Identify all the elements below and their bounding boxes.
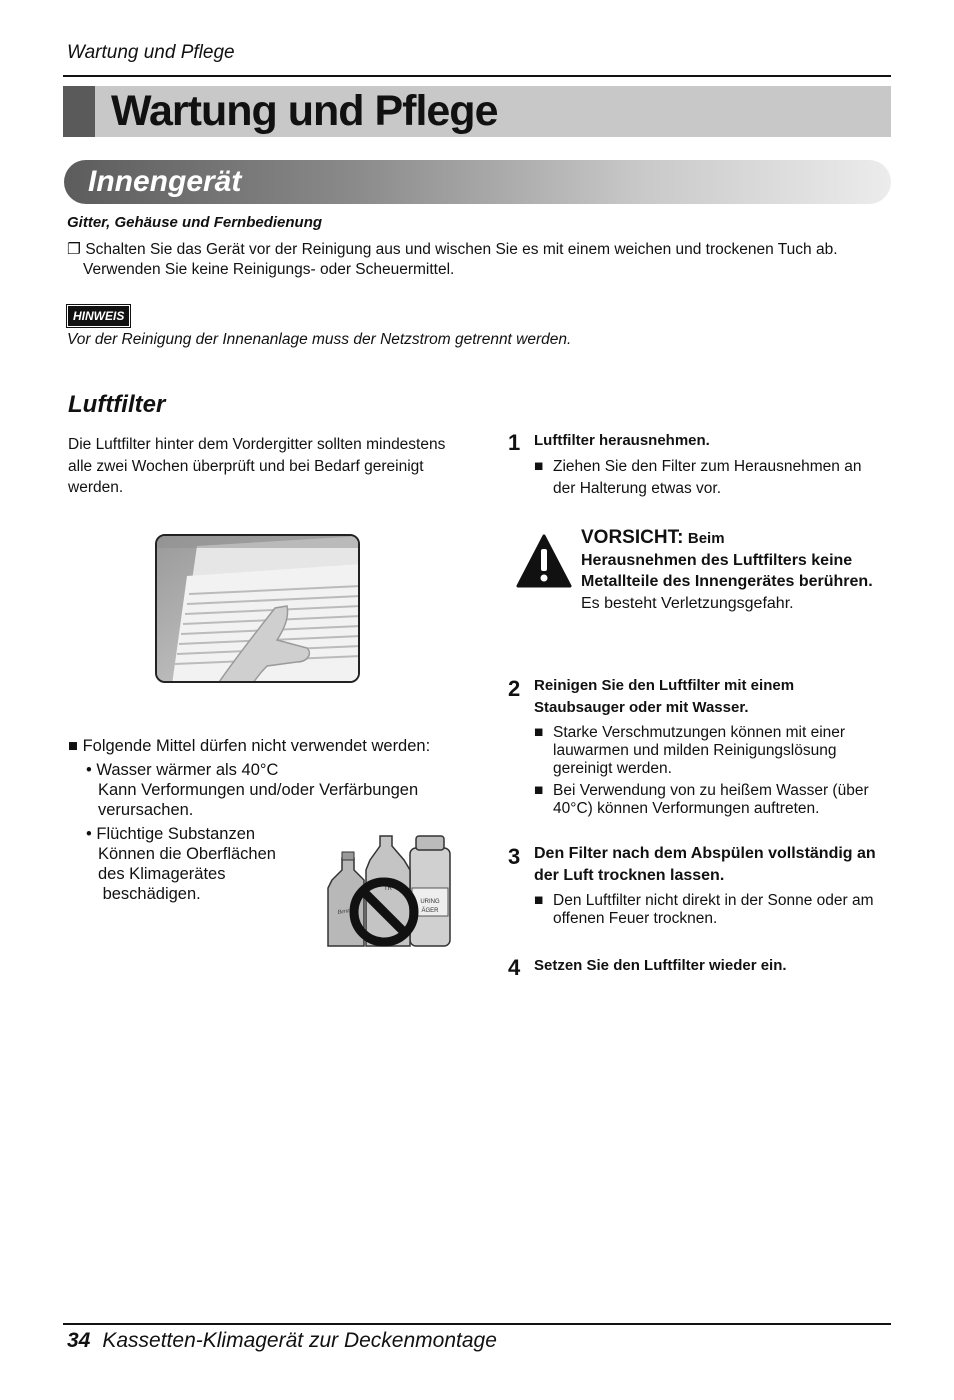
filter-photo <box>155 534 360 683</box>
forbidden-item-title: • Flüchtige Substanzen <box>86 825 256 843</box>
footer-title: Kassetten-Klimagerät zur Deckenmontage <box>102 1329 497 1352</box>
forbidden-item-2 <box>86 824 276 904</box>
bullet-square: ■ <box>68 737 78 755</box>
luftfilter-intro: Die Luftfilter hinter dem Vordergitter sollten mindestens alle zwei Wochen überprüft und bei Bedarf gereinigt werden. <box>68 436 446 496</box>
forbidden-item-desc: Können die Oberflächen <box>98 845 276 863</box>
note-badge: HINWEIS <box>68 306 129 326</box>
cleaning-line-1: Schalten Sie das Gerät vor der Reinigung aus und wischen Sie es mit einem weichen und trockenen Tuch ab. <box>85 241 838 258</box>
prohibited-chemicals-icon <box>326 830 452 948</box>
step-title: Reinigen Sie den Luftfilter mit einem Staubsauger oder mit Wasser. <box>534 677 795 716</box>
page-number: 34 <box>67 1329 91 1352</box>
step-bullet-text: Bei Verwendung von zu heißem Wasser (über 40°C) können Verformungen auftreten. <box>553 782 869 817</box>
cleaning-heading: Gitter, Gehäuse und Fernbedienung <box>67 214 323 231</box>
bottle-label: URING <box>420 899 440 905</box>
step-bullet <box>534 782 884 818</box>
forbidden-item-title: • Wasser wärmer als 40°C <box>86 761 279 779</box>
step-title: Setzen Sie den Luftfilter wieder ein. <box>534 957 787 974</box>
step-title: Den Filter nach dem Abspülen vollständig an der Luft trocknen lassen. <box>534 845 876 884</box>
running-head: Wartung und Pflege <box>67 42 235 63</box>
step-bullet-text: Ziehen Sie den Filter zum Herausnehmen an der Halterung etwas vor. <box>553 458 862 497</box>
caution-text <box>581 527 891 614</box>
bottle-label: Benzol <box>337 907 355 916</box>
caution-label-tail: Beim <box>687 530 725 547</box>
bullet-square: ■ <box>534 724 544 741</box>
footer-rule <box>63 1323 891 1325</box>
forbidden-item-desc: beschädigen. <box>98 885 201 903</box>
step-bullet-text: Den Luftfilter nicht direkt in der Sonne oder am offenen Feuer trocknen. <box>553 892 874 927</box>
step-number: 1 <box>508 430 521 455</box>
forbidden-item-desc: des Klimagerätes <box>98 865 226 883</box>
warning-icon <box>516 533 572 589</box>
section-title: Innengerät <box>88 165 242 198</box>
luftfilter-heading: Luftfilter <box>68 391 166 418</box>
footer <box>67 1329 497 1353</box>
step-title: Luftfilter herausnehmen. <box>534 432 710 449</box>
forbidden-intro-text: Folgende Mittel dürfen nicht verwendet werden: <box>82 737 431 755</box>
caution-plain: Es besteht Verletzungsgefahr. <box>581 594 794 612</box>
step-bullet <box>534 892 889 928</box>
step-number: 3 <box>508 844 521 869</box>
checkbox-glyph: ❐ <box>67 241 81 258</box>
filter-photo-illustration <box>157 536 360 683</box>
step-bullet <box>534 724 884 778</box>
caution-bold: Herausnehmen des Luftfilters keine Metallteile des Innengerätes berühren. <box>581 551 873 590</box>
title-bar-accent <box>63 86 95 137</box>
header-rule <box>63 75 891 77</box>
step-body <box>534 724 884 822</box>
page-title: Wartung und Pflege <box>111 87 498 135</box>
bottle-label: TR <box>384 886 392 892</box>
forbidden-item-1 <box>86 760 418 820</box>
step-body <box>534 892 889 932</box>
cleaning-paragraph <box>67 240 887 280</box>
bullet-square: ■ <box>534 782 544 799</box>
note-text: Vor der Reinigung der Innenanlage muss der Netzstrom getrennt werden. <box>67 331 572 348</box>
step-bullet-text: Starke Verschmutzungen können mit einer lauwarmen und milden Reinigungslösung gereinigt werden. <box>553 724 846 777</box>
step-bullet <box>534 456 879 500</box>
forbidden-item-desc: verursachen. <box>98 801 194 819</box>
step-number: 2 <box>508 676 521 701</box>
bullet-square: ■ <box>534 458 544 475</box>
step-number: 4 <box>508 955 521 980</box>
bottle-label: ÄGER <box>421 908 439 914</box>
step-body <box>534 456 879 504</box>
forbidden-intro <box>68 737 430 756</box>
caution-label: VORSICHT: <box>581 527 684 548</box>
forbidden-item-desc: Kann Verformungen und/oder Verfärbungen <box>98 781 419 799</box>
bullet-square: ■ <box>534 892 544 909</box>
cleaning-line-2: Verwenden Sie keine Reinigungs- oder Scheuermittel. <box>83 261 455 278</box>
